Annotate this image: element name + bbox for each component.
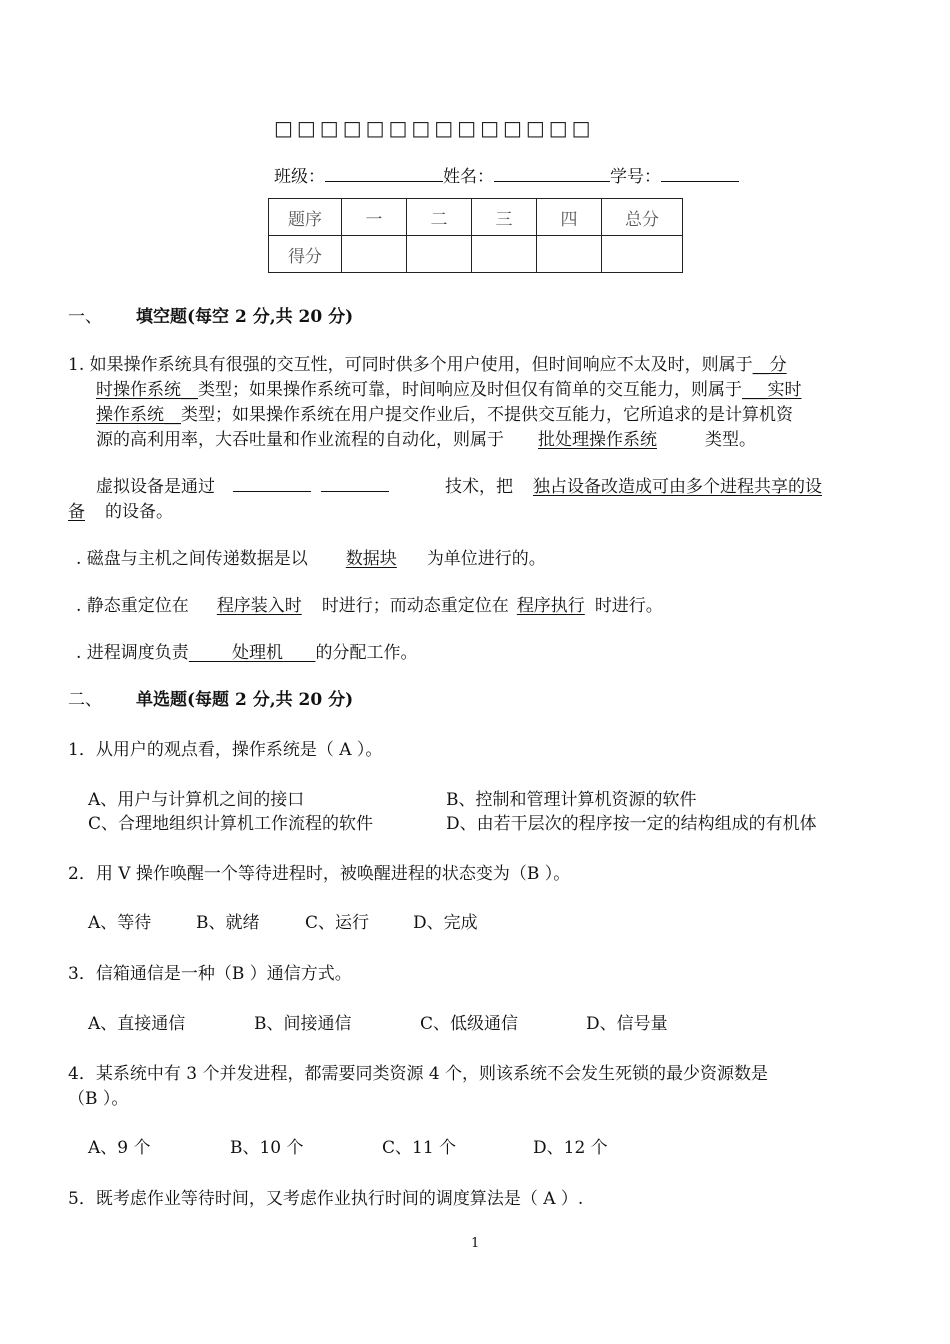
score-row-label: 得分 xyxy=(269,236,342,273)
fill-q4-answer: 程序装入时 xyxy=(216,596,302,616)
score-header-cell: 三 xyxy=(472,199,537,236)
fill-q2-blank[interactable] xyxy=(233,475,311,492)
mc-q3-stem: 3．信箱通信是一种（B ）通信方式。 xyxy=(68,964,352,984)
fill-q2-answer: 独占设备改造成可由多个进程共享的设 xyxy=(533,477,822,497)
fill-q2-text: 技术，把 xyxy=(445,477,513,497)
fill-q1-line2 xyxy=(96,375,802,400)
fill-q4-text: 时进行。 xyxy=(594,596,663,616)
fill-q1-answer: 时操作系统__ xyxy=(96,380,198,400)
fill-q1-answer: __分 xyxy=(752,355,787,375)
mc-q5-stem: 5．既考虑作业等待时间，又考虑作业执行时间的调度算法是（ A ）. xyxy=(68,1189,584,1209)
mc-q4-option-b: B、10 个 xyxy=(230,1138,304,1158)
section2-number: 二、 xyxy=(68,690,102,710)
student-id-blank[interactable] xyxy=(661,165,739,182)
mc-q4-option-d: D、12 个 xyxy=(533,1138,608,1158)
student-info-line xyxy=(274,162,739,187)
fill-q1-text: 源的高利用率，大吞吐量和作业流程的自动化，则属于 xyxy=(96,430,504,450)
fill-q2-text: 虚拟设备是通过 xyxy=(96,477,215,497)
fill-q4-text: 时进行；而动态重定位在 xyxy=(321,596,509,616)
score-cell[interactable] xyxy=(602,236,683,273)
fill-q1-line3 xyxy=(96,400,793,425)
section2-title: 单选题(每题 2 分,共 20 分) xyxy=(136,690,354,710)
fill-q5 xyxy=(76,638,417,663)
exam-title: □□□□□□□□□□□□□□ xyxy=(274,116,595,140)
score-cell[interactable] xyxy=(407,236,472,273)
fill-q2-text: 的设备。 xyxy=(105,502,173,522)
score-header-cell: 一 xyxy=(342,199,407,236)
name-label: 姓名： xyxy=(443,167,494,187)
fill-q2-line2 xyxy=(68,497,173,522)
score-header-cell: 二 xyxy=(407,199,472,236)
mc-q2-option-b: B、就绪 xyxy=(196,913,260,933)
mc-q4-stem-line1: 4．某系统中有 3 个并发进程，都需要同类资源 4 个，则该系统不会发生死锁的最少资源数是 xyxy=(68,1064,769,1084)
score-header-cell: 总分 xyxy=(602,199,683,236)
fill-q1-answer: 批处理操作系统 xyxy=(538,430,657,450)
name-blank[interactable] xyxy=(494,165,610,182)
class-label: 班级： xyxy=(274,167,325,187)
score-table xyxy=(268,198,683,273)
fill-q3-answer: 数据块 xyxy=(345,549,397,569)
mc-q3-option-d: D、信号量 xyxy=(586,1014,668,1034)
mc-q2-option-c: C、运行 xyxy=(305,913,370,933)
mc-q2-stem: 2．用 V 操作唤醒一个等待进程时，被唤醒进程的状态变为（B ）。 xyxy=(68,864,571,884)
fill-q1-text: 类型。 xyxy=(705,430,756,450)
page-number: 1 xyxy=(471,1236,480,1251)
score-cell[interactable] xyxy=(537,236,602,273)
score-table-score-row xyxy=(269,236,683,273)
student-id-label: 学号： xyxy=(610,167,661,187)
fill-q3-text: 为单位进行的。 xyxy=(426,549,546,569)
score-header-cell: 题序 xyxy=(269,199,342,236)
fill-q4-answer: 程序执行 xyxy=(516,596,585,616)
fill-q1-text: 类型；如果操作系统可靠，时间响应及时但仅有简单的交互能力，则属于 xyxy=(198,380,742,400)
mc-q1-option-b: B、控制和管理计算机资源的软件 xyxy=(446,790,697,810)
mc-q4-stem-line2: （B ）。 xyxy=(68,1089,129,1109)
mc-q4-option-a: A、9 个 xyxy=(88,1138,151,1158)
mc-q1-option-d: D、由若干层次的程序按一定的结构组成的有机体 xyxy=(446,814,817,834)
mc-q2-option-a: A、等待 xyxy=(88,913,152,933)
fill-q1-line4 xyxy=(96,425,756,450)
fill-q2-blank[interactable] xyxy=(321,475,389,492)
fill-q1-line1 xyxy=(68,350,787,375)
fill-q1-answer: 操作系统__ xyxy=(96,405,181,425)
section1-number: 一、 xyxy=(68,307,102,327)
fill-q3-text: . 磁盘与主机之间传递数据是以 xyxy=(76,549,308,569)
fill-q5-text: . 进程调度负责 xyxy=(76,643,189,663)
mc-q2-option-d: D、完成 xyxy=(413,913,478,933)
fill-q4 xyxy=(76,591,663,616)
mc-q3-option-c: C、低级通信 xyxy=(420,1014,519,1034)
fill-q1-text: 类型；如果操作系统在用户提交作业后，不提供交互能力，它所追求的是计算机资 xyxy=(181,405,793,425)
mc-q1-option-a: A、用户与计算机之间的接口 xyxy=(88,790,305,810)
mc-q1-stem: 1．从用户的观点看，操作系统是（ A ）。 xyxy=(68,740,383,760)
section1-title: 填空题(每空 2 分,共 20 分) xyxy=(136,307,354,327)
score-cell[interactable] xyxy=(472,236,537,273)
fill-q5-text: 的分配工作。 xyxy=(315,643,418,663)
fill-q1-answer: ___实时 xyxy=(742,380,802,400)
fill-q5-answer xyxy=(189,643,316,663)
mc-q1-option-c: C、合理地组织计算机工作流程的软件 xyxy=(88,814,374,834)
mc-q3-option-b: B、间接通信 xyxy=(254,1014,352,1034)
score-table-header-row xyxy=(269,199,683,236)
fill-q2-answer: 备 xyxy=(68,502,85,522)
fill-q3 xyxy=(76,544,546,569)
score-header-cell: 四 xyxy=(537,199,602,236)
score-cell[interactable] xyxy=(342,236,407,273)
fill-q1-text: 1. 如果操作系统具有很强的交互性，可同时供多个用户使用，但时间响应不太及时，则属于 xyxy=(68,355,753,375)
mc-q3-option-a: A、直接通信 xyxy=(88,1014,186,1034)
mc-q4-option-c: C、11 个 xyxy=(382,1138,457,1158)
fill-q2-line1 xyxy=(96,472,822,497)
fill-q5-answer-text: 处理机 xyxy=(232,643,284,663)
class-blank[interactable] xyxy=(325,165,443,182)
fill-q4-text: . 静态重定位在 xyxy=(76,596,189,616)
